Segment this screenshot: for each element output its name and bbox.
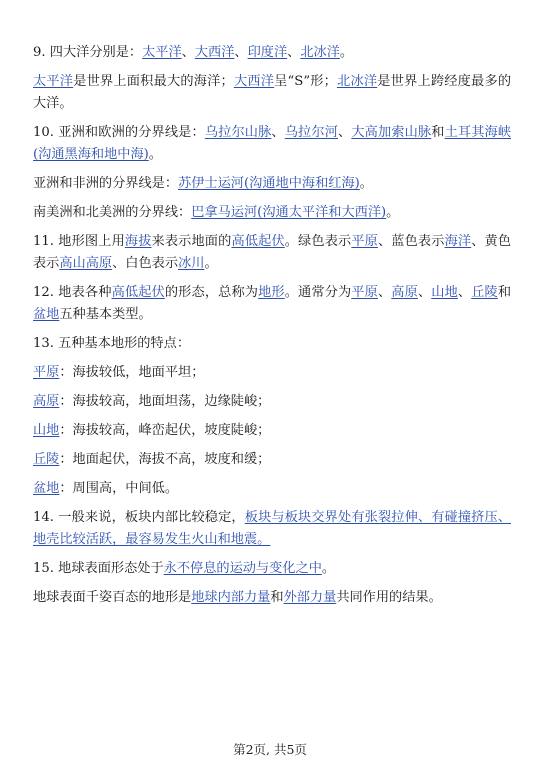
highlighted-term: 外部力量	[283, 590, 337, 605]
paragraph	[33, 507, 511, 551]
highlighted-term: 大西洋	[194, 45, 235, 60]
text-run: 15. 地球表面形态处于	[33, 561, 164, 576]
text-run: 。	[359, 176, 373, 191]
document-content	[33, 42, 511, 616]
highlighted-term: 平原	[351, 234, 378, 249]
text-run: 五种基本类型。	[59, 307, 152, 322]
text-run: 。	[204, 256, 218, 271]
text-run: 来表示地面的	[151, 234, 232, 249]
paragraph	[33, 558, 511, 580]
highlighted-term: 高原	[33, 394, 60, 409]
text-run: 和	[431, 125, 445, 140]
text-run: 10. 亚洲和欧洲的分界线是：	[33, 125, 205, 140]
highlighted-term: 高山高原	[59, 256, 113, 271]
paragraph	[33, 202, 511, 224]
highlighted-term: 太平洋	[33, 74, 74, 89]
highlighted-term: 地球内部力量	[191, 590, 271, 605]
highlighted-term: 盆地	[33, 481, 60, 496]
highlighted-term: 大西洋	[233, 74, 275, 89]
text-run: ：海拔较低，地面平坦；	[59, 365, 205, 380]
text-run: 9. 四大洋分别是：	[33, 45, 143, 60]
paragraph	[33, 478, 511, 500]
text-run: 、蓝色表示	[377, 234, 445, 249]
paragraph	[33, 587, 511, 609]
highlighted-term: 海洋	[444, 234, 472, 249]
text-run: 。通常分为	[284, 285, 352, 300]
text-run: 14. 一般来说，板块内部比较稳定，	[33, 510, 245, 525]
highlighted-term: 冰川	[178, 256, 205, 271]
paragraph	[33, 333, 511, 355]
paragraph	[33, 71, 511, 115]
highlighted-term: 巴拿马运河(沟通太平洋和大西洋)	[191, 205, 387, 220]
text-run: 和	[270, 590, 284, 605]
text-run: 呈“S”形；	[274, 74, 337, 89]
highlighted-term: 盆地	[33, 307, 60, 322]
text-run: 、白色表示	[112, 256, 179, 271]
text-run: 、	[417, 285, 432, 300]
text-run: 11. 地形图上用	[33, 234, 125, 249]
paragraph	[33, 449, 511, 471]
text-run: 、	[287, 45, 301, 60]
paragraph	[33, 362, 511, 384]
highlighted-term: 北冰洋	[300, 45, 340, 60]
text-run: 南美洲和北美洲的分界线：	[33, 205, 192, 220]
highlighted-term: 平原	[351, 285, 378, 300]
text-run: 、	[377, 285, 392, 300]
text-run: 13. 五种基本地形的特点：	[33, 336, 191, 351]
text-run: 、	[234, 45, 248, 60]
highlighted-term: 海拔	[124, 234, 152, 249]
text-run: 。	[321, 561, 336, 576]
highlighted-term: 乌拉尔河	[284, 125, 339, 140]
text-run: 。	[148, 147, 162, 162]
highlighted-term: 平原	[33, 365, 60, 380]
text-run: 亚洲和非洲的分界线是：	[33, 176, 179, 191]
text-run: 。	[386, 205, 400, 220]
text-run: 是世界上面积最大的海洋；	[73, 74, 234, 89]
text-run: 、	[271, 125, 285, 140]
highlighted-term: 山地	[33, 423, 60, 438]
highlighted-term: 永不停息的运动与变化之中	[163, 561, 322, 576]
text-run: 、	[338, 125, 352, 140]
paragraph	[33, 420, 511, 442]
text-run: 的形态，总称为	[164, 285, 259, 300]
text-run: 和	[497, 285, 512, 300]
highlighted-term: 印度洋	[247, 45, 288, 60]
paragraph	[33, 42, 511, 64]
paragraph	[33, 231, 511, 275]
text-run: ：海拔较高，峰峦起伏，坡度陡峻；	[59, 423, 271, 438]
highlighted-term: 高低起伏	[111, 285, 165, 300]
text-run: 、	[457, 285, 472, 300]
highlighted-term: 高原	[391, 285, 418, 300]
text-run: 是世界上跨经度最多的大洋。	[33, 74, 512, 111]
highlighted-term: 板块与板块交界处有张裂拉伸、有碰撞挤压、地壳比较活跃，最容易发生火山和地震。	[33, 510, 512, 547]
text-run: 、黄色表示	[33, 234, 512, 271]
text-run: ：周围高，中间低。	[59, 481, 179, 496]
text-run: 地球表面千姿百态的地形是	[33, 590, 192, 605]
paragraph	[33, 173, 511, 195]
highlighted-term: 土耳其海峡(沟通黑海和地中海)	[33, 125, 512, 162]
highlighted-term: 苏伊士运河(沟通地中海和红海)	[178, 176, 360, 191]
highlighted-term: 高低起伏	[231, 234, 285, 249]
highlighted-term: 北冰洋	[336, 74, 378, 89]
text-run: 共同作用的结果。	[336, 590, 442, 605]
paragraph	[33, 391, 511, 413]
text-run: 、	[181, 45, 195, 60]
text-run: ：海拔较高，地面坦荡，边缘陡峻；	[59, 394, 271, 409]
highlighted-term: 丘陵	[471, 285, 498, 300]
text-run: 12. 地表各种	[33, 285, 112, 300]
paragraph	[33, 282, 511, 326]
paragraph	[33, 122, 511, 166]
highlighted-term: 丘陵	[33, 452, 60, 467]
page-footer: 第2页, 共5页	[233, 742, 307, 757]
text-run: ：地面起伏，海拔不高，坡度和缓；	[59, 452, 271, 467]
highlighted-term: 山地	[431, 285, 458, 300]
highlighted-term: 太平洋	[142, 45, 182, 60]
highlighted-term: 乌拉尔山脉	[204, 125, 272, 140]
highlighted-term: 大高加索山脉	[351, 125, 432, 140]
highlighted-term: 地形	[258, 285, 285, 300]
text-run: 。	[339, 45, 354, 60]
text-run: 。绿色表示	[284, 234, 352, 249]
